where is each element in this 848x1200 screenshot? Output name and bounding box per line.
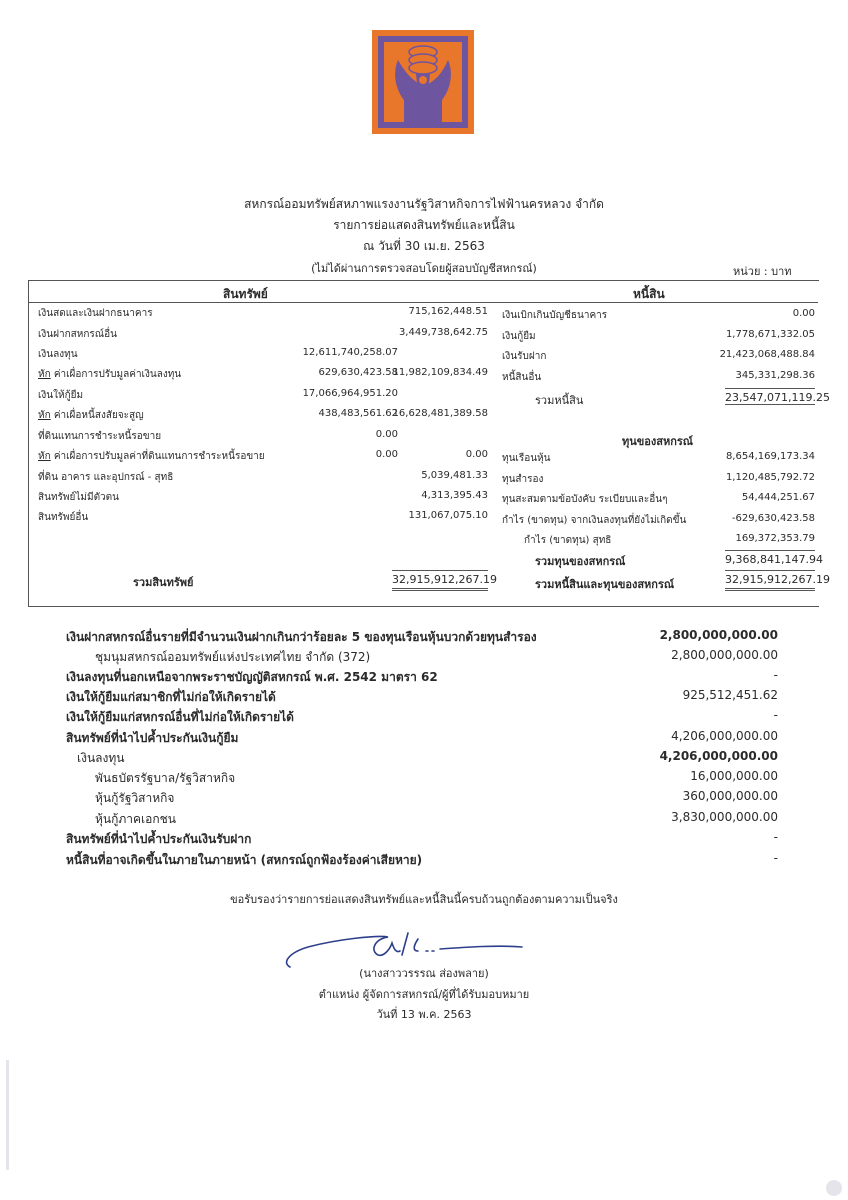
liability-row-label: หนี้สินอื่น xyxy=(502,372,542,383)
equity-row-value: 8,654,169,173.34 xyxy=(725,451,815,462)
liability-row-label: เงินกู้ยืม xyxy=(502,331,536,342)
equity-row-value: -629,630,423.58 xyxy=(731,513,815,524)
asset-row-amount-b: 715,162,448.51 xyxy=(408,306,488,317)
asset-row-label xyxy=(38,510,88,525)
org-title: สหกรณ์ออมทรัพย์สหภาพแรงงานรัฐวิสาหกิจการไฟฟ้านครหลวง จำกัด xyxy=(244,197,604,211)
asset-row-label xyxy=(38,449,265,464)
scan-mark xyxy=(6,1060,9,1170)
asset-row-text: ที่ดิน อาคาร และอุปกรณ์ - สุทธิ xyxy=(38,472,174,483)
equity-row-value: 169,372,353.79 xyxy=(735,533,815,544)
certification-statement: ขอรับรองว่ารายการย่อแสดงสินทรัพย์และหนี้สินนี้ครบถ้วนถูกต้องตามความเป็นจริง xyxy=(230,893,618,906)
note-row-value: - xyxy=(773,851,778,865)
asset-row-text: เงินลงทุน xyxy=(38,349,78,360)
asset-row-text: สินทรัพย์ไม่มีตัวตน xyxy=(38,492,120,503)
heading-divider xyxy=(28,302,818,303)
asset-row-amount-b: 3,449,738,642.75 xyxy=(398,327,488,338)
deduct-prefix: หัก xyxy=(38,410,51,421)
asset-row-amount-a: 0.00 xyxy=(375,449,398,460)
note-row-label: หนี้สินที่อาจเกิดขึ้นในภายในภายหน้า (สหกรณ์ถูกฟ้องร้องค่าเสียหาย) xyxy=(66,853,423,867)
note-row-label: เงินฝากสหกรณ์อื่นรายที่มีจำนวนเงินฝากเกินกว่าร้อยละ 5 ของทุนเรือนหุ้นบวกด้วยทุนสำรอง xyxy=(66,630,537,644)
note-row-value: 360,000,000.00 xyxy=(682,789,778,803)
asset-row-label xyxy=(38,490,119,505)
liability-row-label: เงินรับฝาก xyxy=(502,351,547,362)
assets-total-label: รวมสินทรัพย์ xyxy=(133,576,194,589)
note-row-label: พันธบัตรรัฐบาล/รัฐวิสาหกิจ xyxy=(95,771,236,785)
liability-row-value: 1,778,671,332.05 xyxy=(725,329,815,340)
report-date: ณ วันที่ 30 เม.ย. 2563 xyxy=(363,239,485,253)
asset-row-label xyxy=(38,388,83,403)
signature-date: วันที่ 13 พ.ค. 2563 xyxy=(376,1008,472,1021)
note-row-label: ชุมนุมสหกรณ์ออมทรัพย์แห่งประเทศไทย จำกัด (372) xyxy=(95,650,371,664)
liabilities-heading: หนี้สิน xyxy=(633,287,665,301)
asset-row-label xyxy=(38,306,153,321)
asset-row-amount-b: 131,067,075.10 xyxy=(408,510,488,521)
liabilities-total-value: 23,547,071,119.25 xyxy=(725,388,815,405)
asset-row-amount-b: 0.00 xyxy=(465,449,488,460)
note-row-label: เงินให้กู้ยืมแก่สมาชิกที่ไม่ก่อให้เกิดรายได้ xyxy=(66,690,276,704)
liability-row-value: 0.00 xyxy=(792,308,815,319)
note-row-value: 3,830,000,000.00 xyxy=(671,810,778,824)
scan-mark xyxy=(826,1180,842,1196)
equity-total-label: รวมทุนของสหกรณ์ xyxy=(535,555,626,568)
note-row-value: - xyxy=(773,830,778,844)
asset-row-amount-a: 629,630,423.58 xyxy=(318,367,398,378)
unit-label: หน่วย : บาท xyxy=(733,265,792,278)
asset-row-text: ค่าเผื่อหนี้สงสัยจะสูญ xyxy=(50,410,144,421)
assets-heading: สินทรัพย์ xyxy=(223,287,268,301)
equity-row-label: ทุนเรือนหุ้น xyxy=(502,453,551,464)
coop-hands-logo-icon xyxy=(372,30,474,134)
asset-row-text: เงินให้กู้ยืม xyxy=(38,390,84,401)
note-row-label: เงินลงทุน xyxy=(77,751,125,765)
liability-row-value: 345,331,298.36 xyxy=(735,370,815,381)
asset-row-amount-a: 12,611,740,258.07 xyxy=(302,347,398,358)
asset-row-label xyxy=(38,408,144,423)
asset-row-label xyxy=(38,367,181,382)
note-row-label: เงินให้กู้ยืมแก่สหกรณ์อื่นที่ไม่ก่อให้เกิดรายได้ xyxy=(66,710,294,724)
equity-row-label: กำไร (ขาดทุน) สุทธิ xyxy=(524,535,612,546)
liabilities-total-label: รวมหนี้สิน xyxy=(535,394,584,407)
asset-row-text: เงินฝากสหกรณ์อื่น xyxy=(38,329,117,340)
asset-row-amount-b: 11,982,109,834.49 xyxy=(392,367,488,378)
note-row-value: 925,512,451.62 xyxy=(682,688,778,702)
note-row-value: - xyxy=(773,708,778,722)
asset-row-amount-a: 0.00 xyxy=(375,429,398,440)
report-subtitle: รายการย่อแสดงสินทรัพย์และหนี้สิน xyxy=(333,218,515,232)
liability-row-label: เงินเบิกเกินบัญชีธนาคาร xyxy=(502,310,608,321)
assets-total-value: 32,915,912,267.19 xyxy=(392,570,488,591)
note-row-value: 4,206,000,000.00 xyxy=(659,749,778,763)
equity-row-label: ทุนสะสมตามข้อบังคับ ระเบียบและอื่นๆ xyxy=(502,494,668,505)
asset-row-text: เงินสดและเงินฝากธนาคาร xyxy=(38,308,153,319)
note-row-value: 4,206,000,000.00 xyxy=(671,729,778,743)
asset-row-label xyxy=(38,327,117,342)
note-row-label: สินทรัพย์ที่นำไปค้ำประกันเงินกู้ยืม xyxy=(66,731,239,745)
signer-position: ตำแหน่ง ผู้จัดการสหกรณ์/ผู้ที่ได้รับมอบหมาย xyxy=(318,988,530,1001)
grand-total-value: 32,915,912,267.19 xyxy=(725,570,815,591)
note-row-label: เงินลงทุนที่นอกเหนือจากพระราชบัญญัติสหกรณ์ พ.ศ. 2542 มาตรา 62 xyxy=(66,670,438,684)
note-row-label: สินทรัพย์ที่นำไปค้ำประกันเงินรับฝาก xyxy=(66,832,252,846)
equity-row-label: ทุนสำรอง xyxy=(502,474,544,485)
equity-row-label: กำไร (ขาดทุน) จากเงินลงทุนที่ยังไม่เกิดขึ้น xyxy=(502,515,687,526)
equity-row-value: 54,444,251.67 xyxy=(741,492,815,503)
asset-row-amount-a: 17,066,964,951.20 xyxy=(302,388,398,399)
asset-row-text: สินทรัพย์อื่น xyxy=(38,512,89,523)
equity-total-value: 9,368,841,147.94 xyxy=(725,550,815,566)
audit-note: (ไม่ได้ผ่านการตรวจสอบโดยผู้สอบบัญชีสหกรณ์) xyxy=(311,262,537,275)
note-row-label: หุ้นกู้ภาคเอกชน xyxy=(95,812,176,826)
deduct-prefix: หัก xyxy=(38,369,51,380)
asset-row-amount-b: 16,628,481,389.58 xyxy=(392,408,488,419)
equity-heading: ทุนของสหกรณ์ xyxy=(622,435,694,448)
note-row-value: 2,800,000,000.00 xyxy=(671,648,778,662)
asset-row-amount-b: 4,313,395.43 xyxy=(421,490,488,501)
asset-row-label xyxy=(38,429,161,444)
asset-row-text: ค่าเผื่อการปรับมูลค่าที่ดินแทนการชำระหนี้รอขาย xyxy=(50,451,265,462)
note-row-value: - xyxy=(773,668,778,682)
equity-row-value: 1,120,485,792.72 xyxy=(725,472,815,483)
signer-name: (นางสาววรรรณ ส่องพลาย) xyxy=(359,967,489,980)
asset-row-label xyxy=(38,347,78,362)
asset-row-label xyxy=(38,470,173,485)
liability-row-value: 21,423,068,488.84 xyxy=(719,349,815,360)
note-row-label: หุ้นกู้รัฐวิสาหกิจ xyxy=(95,791,175,805)
asset-row-amount-a: 438,483,561.62 xyxy=(318,408,398,419)
deduct-prefix: หัก xyxy=(38,451,51,462)
note-row-value: 16,000,000.00 xyxy=(690,769,778,783)
note-row-value: 2,800,000,000.00 xyxy=(659,628,778,642)
asset-row-amount-b: 5,039,481.33 xyxy=(421,470,488,481)
grand-total-label: รวมหนี้สินและทุนของสหกรณ์ xyxy=(535,578,675,591)
asset-row-text: ที่ดินแทนการชำระหนี้รอขาย xyxy=(38,431,162,442)
asset-row-text: ค่าเผื่อการปรับมูลค่าเงินลงทุน xyxy=(50,369,182,380)
